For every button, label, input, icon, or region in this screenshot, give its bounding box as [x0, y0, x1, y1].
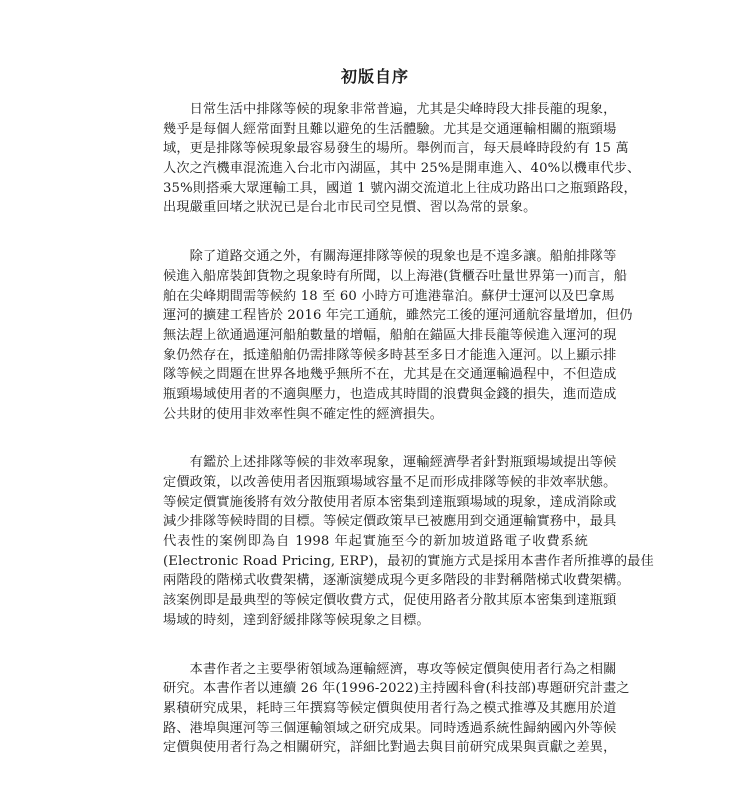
paragraph — [163, 247, 633, 424]
paragraph — [163, 660, 630, 758]
text-line: 研究。本書作者以連續 26 年(1996-2022)主持國科會(科技部)專題研究計畫之 — [163, 681, 630, 697]
text-line: 候進入船席裝卸貨物之現象時有所聞，以上海港(貨櫃吞吐量世界第一)而言，船 — [163, 268, 628, 284]
paragraph — [163, 100, 641, 218]
text-line: (Electronic Road Pricing, ERP)，最初的實施方式是採用本書作者所推導的最佳 — [163, 553, 654, 569]
text-line: 兩階段的階梯式收費架構，逐漸演變成現今更多階段的非對稱階梯式收費架構。 — [163, 573, 630, 589]
text-line: 代表性的案例即為自 1998 年起實施至今的新加坡道路電子收費系統 — [163, 534, 588, 550]
text-line: 減少排隊等候時間的目標。等候定價政策早已被應用到交通運輸實務中，最具 — [163, 514, 617, 530]
text-line: 該案例即是最典型的等候定價收費方式，促使用路者分散其原本密集到達瓶頸 — [163, 593, 617, 609]
text-line: 路、港埠與運河等三個運輸領域之研究成果。同時透過系統性歸納國內外等候 — [163, 720, 617, 736]
text-line: 無法趕上欲通過運河船舶數量的增幅，船舶在錨區大排長龍等候進入運河的現 — [163, 327, 617, 343]
text-line: 定價政策，以改善使用者因瓶頸場域容量不足而形成排隊等候的非效率狀態。 — [163, 475, 617, 490]
preface-body — [163, 100, 654, 787]
text-line: 隊等候之問題在世界各地幾乎無所不在，尤其是在交通運輸過程中，不但造成 — [163, 367, 617, 383]
text-line: 累積研究成果，耗時三年撰寫等候定價與使用者行為之模式推導及其應用於道 — [163, 700, 617, 716]
text-line: 人次之汽機車混流進入台北市內湖區，其中 25%是開車進入、40%以機車代步、 — [163, 161, 641, 177]
text-line: 除了道路交通之外，有關海運排隊等候的現象也是不遑多讓。船舶排隊等 — [163, 249, 617, 265]
text-line: 出現嚴重回堵之狀況已是台北市民司空見慣、習以為常的景象。 — [163, 200, 537, 216]
text-line: 域，更是排隊等候現象最容易發生的場所。舉例而言，每天晨峰時段約有 15 萬 — [163, 141, 629, 157]
text-line: 等候定價實施後將有效分散使用者原本密集到達瓶頸場域的現象，達成消除或 — [163, 494, 617, 510]
page-title: 初版自序 — [340, 67, 409, 86]
text-line: 舶在尖峰期間需等候約 18 至 60 小時方可進港靠泊。蘇伊士運河以及巴拿馬 — [163, 288, 615, 304]
text-line: 35%則搭乘大眾運輸工具，國道 1 號內湖交流道北上往成功路出口之瓶頸路段， — [163, 180, 637, 196]
text-line: 公共財的使用非效率性與不確定性的經濟損失。 — [163, 406, 444, 422]
text-line: 瓶頸場域使用者的不適與壓力，也造成其時間的浪費與金錢的損失，進而造成 — [163, 386, 617, 402]
text-line: 日常生活中排隊等候的現象非常普遍，尤其是尖峰時段大排長龍的現象， — [163, 102, 617, 117]
paragraph — [163, 453, 654, 630]
text-line: 本書作者之主要學術領域為運輸經濟，專攻等候定價與使用者行為之相關 — [163, 661, 617, 677]
text-line: 場域的時刻，達到舒緩排隊等候現象之目標。 — [163, 612, 430, 628]
text-line: 象仍然存在，抵達船舶仍需排隊等候多時甚至多日才能進入運河。以上顯示排 — [163, 347, 617, 363]
text-line: 有鑑於上述排隊等候的非效率現象，運輸經濟學者針對瓶頸場域提出等候 — [163, 455, 617, 471]
text-line: 幾乎是每個人經常面對且難以避免的生活體驗。尤其是交通運輸相關的瓶頸場 — [163, 121, 617, 137]
text-line: 定價與使用者行為之相關研究，詳細比對過去與目前研究成果與貢獻之差異， — [163, 740, 617, 756]
text-line: 運河的擴建工程皆於 2016 年完工通航，雖然完工後的運河通航容量增加，但仍 — [163, 308, 633, 324]
